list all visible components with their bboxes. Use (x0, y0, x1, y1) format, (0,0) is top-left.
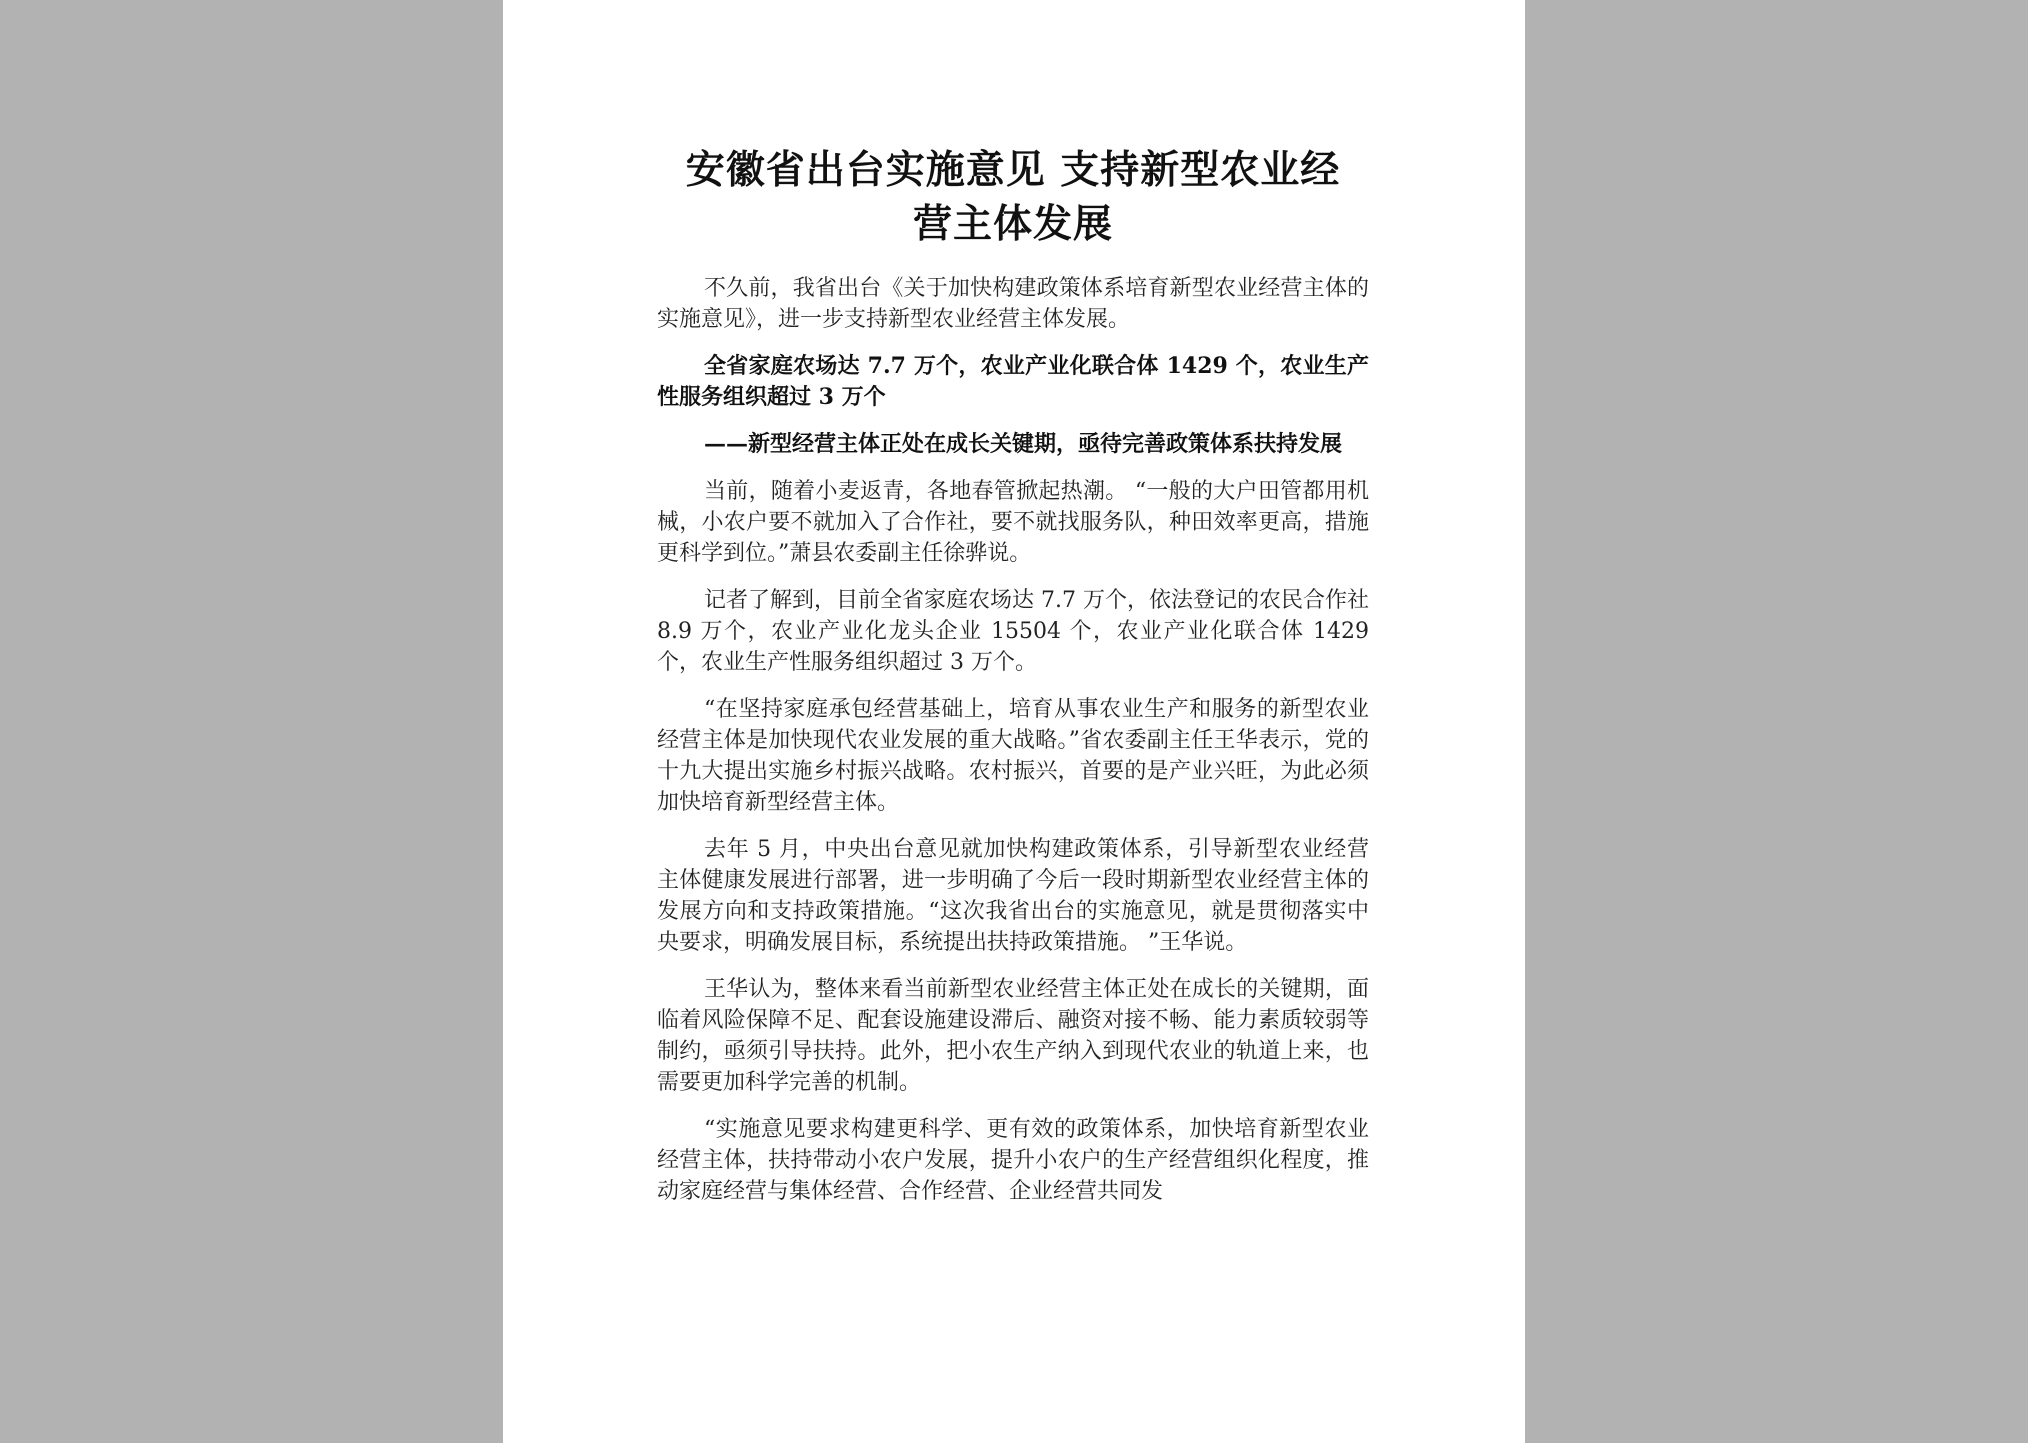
subheading: 全省家庭农场达 7.7 万个，农业产业化联合体 1429 个，农业生产性服务组织超过 3 万个 (657, 353, 1369, 410)
paragraph: 记者了解到，目前全省家庭农场达 7.7 万个，依法登记的农民合作社 8.9 万个，农业产业化龙头企业 15504 个，农业产业化联合体 1429 个，农业生产性服务组织超过 3 万个。 (657, 588, 1369, 675)
paragraph: “在坚持家庭承包经营基础上，培育从事农业生产和服务的新型农业经营主体是加快现代农业发展的重大战略。”省农委副主任王华表示，党的十九大提出实施乡村振兴战略。农村振兴，首要的是产业兴旺，为此必须加快培育新型经营主体。 (657, 697, 1369, 815)
subheading: ——新型经营主体正处在成长关键期，亟待完善政策体系扶持发展 (704, 431, 1343, 457)
title-line-2: 营主体发展 (912, 201, 1113, 247)
paragraph: 王华认为，整体来看当前新型农业经营主体正处在成长的关键期，面临着风险保障不足、配套设施建设滞后、融资对接不畅、能力素质较弱等制约，亟须引导扶持。此外，把小农生产纳入到现代农业的轨道上来，也需要更加科学完善的机制。 (657, 977, 1369, 1095)
paragraph: 当前，随着小麦返青，各地春管掀起热潮。 “一般的大户田管都用机械，小农户要不就加入了合作社，要不就找服务队，种田效率更高，措施更科学到位。”萧县农委副主任徐骅说。 (657, 479, 1369, 566)
paragraph: 不久前，我省出台《关于加快构建政策体系培育新型农业经营主体的实施意见》，进一步支持新型农业经营主体发展。 (657, 276, 1369, 332)
paragraph: 去年 5 月，中央出台意见就加快构建政策体系，引导新型农业经营主体健康发展进行部署，进一步明确了今后一段时期新型农业经营主体的发展方向和支持政策措施。“这次我省出台的实施意见，就是贯彻落实中央要求，明确发展目标，系统提出扶持政策措施。 ”王华说。 (657, 837, 1369, 955)
document-title (657, 143, 1369, 251)
paragraph: “实施意见要求构建更科学、更有效的政策体系，加快培育新型农业经营主体，扶持带动小农户发展，提升小农户的生产经营组织化程度，推动家庭经营与集体经营、合作经营、企业经营共同发 (657, 1117, 1369, 1204)
title-line-1: 安徽省出台实施意见 支持新型农业经 (685, 147, 1341, 193)
document-page (503, 0, 1525, 1443)
document-body (657, 143, 1369, 1223)
